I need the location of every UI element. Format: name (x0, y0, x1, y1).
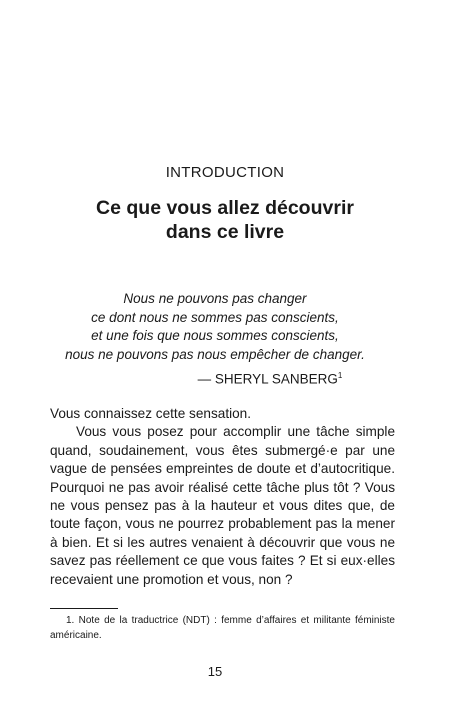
footnote (50, 614, 395, 643)
footnote-divider (50, 608, 118, 609)
paragraph: Vous connaissez cette sensation. (50, 406, 252, 421)
attribution-text: — SHERYL SANBERG (197, 371, 338, 387)
epigraph-line: ce dont nous ne sommes pas conscients, (91, 309, 339, 325)
epigraph-line: Nous ne pouvons pas changer (123, 291, 307, 306)
chapter-title-line-2: dans ce livre (165, 221, 285, 243)
footnote-reference[interactable]: 1 (337, 371, 343, 380)
epigraph-line: nous ne pouvons pas nous empêcher de changer. (65, 346, 365, 362)
chapter-title-line-1: Ce que vous allez découvrir (96, 197, 354, 219)
epigraph-attribution (0, 371, 430, 387)
epigraph-quote (0, 290, 430, 364)
footnote-text: 1. Note de la traductrice (NDT) : femme d’affaires et militante féministe américaine. (50, 615, 395, 641)
epigraph-line: et une fois que nous sommes conscients, (91, 328, 339, 344)
body-text (50, 405, 395, 589)
paragraph: Vous vous posez pour accomplir une tâche simple quand, soudainement, vous êtes submergé·e par une vague de pensées empreintes de doute et d’autocritique. Pourquoi ne pas avoir réalisé cette tâche plus tôt ? Vous ne vous pensez pas à la hauteur et vous dites que, de toute façon, vous ne pourrez probablement pas la mener à bien. Et si les autres venaient à découvrir que vous ne savez pas réellement ce que vous faites ? Et si eux·elles recevaient une promotion et vous, non ? (50, 424, 395, 587)
chapter-label: INTRODUCTION (165, 164, 285, 181)
chapter-title (0, 196, 450, 244)
page-number: 15 (207, 664, 223, 679)
